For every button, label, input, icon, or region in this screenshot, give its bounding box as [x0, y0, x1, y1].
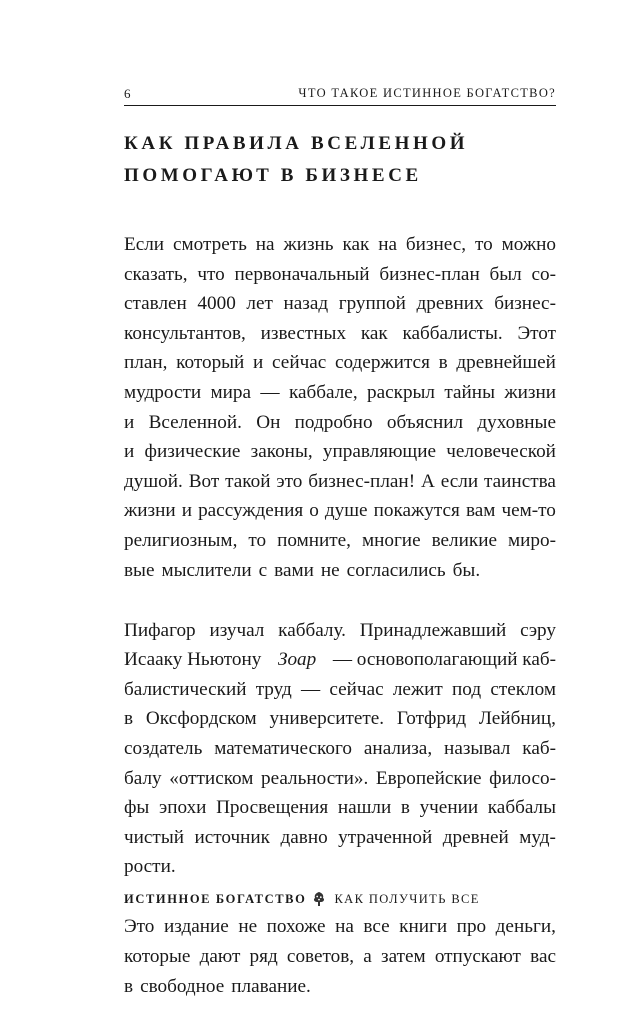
text-line	[124, 496, 556, 526]
word: эпохи	[158, 797, 207, 819]
word: объяснил	[386, 411, 464, 433]
word: жизнь	[283, 234, 334, 255]
word: фы	[124, 797, 150, 819]
word: каббале,	[288, 381, 358, 403]
text-segment: Исааку Ньютону	[124, 649, 262, 671]
word: таинства	[484, 470, 556, 492]
word: и	[124, 441, 135, 463]
word: источник	[194, 826, 270, 848]
word: стеклом	[490, 678, 556, 700]
word: вам	[465, 500, 496, 522]
text-line	[124, 823, 556, 853]
word: на	[335, 916, 354, 938]
word: управляющие	[322, 441, 436, 463]
word: в	[400, 797, 410, 819]
text-line	[124, 378, 556, 408]
word: то	[248, 529, 267, 551]
word: Этот	[517, 322, 556, 344]
word: похоже	[266, 916, 326, 938]
word: про	[456, 916, 487, 938]
text-line	[124, 616, 556, 646]
word: университете.	[269, 708, 385, 730]
word: балу	[124, 767, 162, 789]
word: с	[258, 559, 268, 581]
word: нашли	[337, 797, 392, 819]
paragraph	[124, 616, 556, 882]
running-title: ЧТО ТАКОЕ ИСТИННОЕ БОГАТСТВО?	[298, 86, 556, 100]
word: Европейские	[375, 767, 482, 789]
word: сейчас	[329, 678, 384, 700]
word: не	[320, 559, 340, 581]
word: Готфрид	[396, 708, 467, 730]
word: и	[181, 500, 192, 522]
word: религиозным,	[124, 529, 238, 551]
word: вас	[530, 946, 556, 968]
word: А	[420, 470, 435, 492]
word: рости.	[124, 856, 176, 878]
text-line	[124, 972, 556, 1002]
word: это	[276, 470, 303, 492]
word: законы,	[250, 441, 313, 463]
chapter-title-line: ПОМОГАЮТ В БИЗНЕСЕ	[124, 165, 422, 186]
chapter-title	[124, 128, 554, 192]
footer-book-title: ИСТИННОЕ БОГАТСТВО	[124, 891, 307, 906]
word: бизнес-	[494, 293, 556, 315]
word: бизнес-план	[379, 263, 480, 285]
word: известных	[260, 322, 347, 344]
word: как	[342, 234, 370, 255]
text-line	[124, 793, 556, 823]
word: советов,	[286, 946, 355, 968]
word: бы.	[452, 559, 481, 581]
word: что	[197, 263, 225, 285]
paragraph	[124, 912, 556, 1001]
text-line	[124, 852, 556, 882]
word: жизни	[124, 500, 176, 522]
word: бизнес-план!	[308, 470, 416, 492]
body-text	[124, 230, 556, 1032]
word: которые	[124, 946, 191, 968]
word: книги	[399, 916, 448, 938]
tree-of-life-icon	[312, 891, 326, 907]
text-line	[124, 437, 556, 467]
word: под	[452, 678, 482, 700]
word: первоначальный	[234, 263, 370, 285]
word: древнейшей	[456, 352, 556, 374]
word: человеческой	[446, 441, 556, 463]
word: который	[176, 352, 245, 374]
word: чем-то	[501, 500, 556, 522]
book-footer	[124, 888, 556, 910]
text-line	[124, 942, 556, 972]
word: затем	[380, 946, 426, 968]
word: план,	[124, 352, 168, 374]
word: каббалисты.	[402, 322, 503, 344]
word: вами	[274, 559, 314, 581]
word: издание	[163, 916, 229, 938]
text-line	[124, 230, 556, 260]
word: плавание.	[231, 975, 311, 997]
word: был	[489, 263, 522, 285]
word: душой.	[124, 470, 183, 492]
word: на	[255, 234, 275, 255]
word: древних	[416, 293, 484, 315]
word: Вселенной.	[148, 411, 242, 433]
word: утраченной	[338, 826, 433, 848]
word: смотреть	[172, 234, 247, 255]
word: со-	[531, 263, 556, 285]
word: создатель	[124, 738, 203, 759]
text-line	[124, 764, 556, 794]
running-head	[124, 86, 556, 104]
word: Пифагор	[124, 619, 196, 641]
word: Оксфордском	[145, 708, 257, 730]
word: учении	[419, 797, 479, 819]
word: группой	[338, 293, 406, 315]
word: муд-	[519, 826, 556, 848]
word: изучал	[209, 619, 265, 641]
chapter-title-line: КАК ПРАВИЛА ВСЕЛЕННОЙ	[124, 133, 469, 154]
word: сказать,	[124, 263, 188, 285]
word: духовные	[477, 411, 556, 433]
word: а	[363, 946, 372, 968]
word: подробно	[294, 411, 373, 433]
word: Просвещения	[216, 797, 329, 819]
word: «оттиском	[169, 767, 254, 789]
word: не	[238, 916, 258, 938]
word: можно	[501, 234, 556, 255]
word: если	[440, 470, 479, 492]
word: филосо-	[489, 767, 556, 789]
word: свободное	[140, 975, 225, 997]
text-line	[124, 289, 556, 319]
word: консультантов,	[124, 322, 246, 344]
word: в	[124, 708, 134, 730]
word: труд	[255, 678, 292, 700]
word: математического	[214, 738, 352, 759]
text-line	[124, 260, 556, 290]
word: в	[124, 975, 134, 997]
word: тайны	[444, 381, 495, 403]
word: отпускают	[434, 946, 521, 968]
word: Это	[124, 916, 155, 938]
word: великие	[431, 529, 498, 551]
word: Если	[124, 234, 165, 255]
text-line	[124, 408, 556, 438]
word: мыслители	[161, 559, 252, 581]
word: деньги,	[495, 916, 556, 938]
word: каб-	[522, 738, 556, 759]
word: и	[124, 411, 135, 433]
word: дают	[199, 946, 241, 968]
page-number: 6	[124, 86, 131, 101]
footer-subtitle: КАК ПОЛУЧИТЬ ВСЕ	[334, 891, 480, 906]
text-line	[124, 526, 556, 556]
word: мира	[210, 381, 252, 403]
text-line	[124, 348, 556, 378]
text-line	[124, 467, 556, 497]
word: бизнес,	[405, 234, 467, 255]
word: анализа,	[363, 738, 433, 759]
word: балистический	[124, 678, 247, 700]
word: многие	[361, 529, 421, 551]
word: все	[363, 916, 390, 938]
word: назад	[283, 293, 329, 315]
word: —	[260, 381, 280, 403]
word: чистый	[124, 826, 184, 848]
word: содержится	[334, 352, 430, 374]
word: миро-	[508, 529, 556, 551]
word: каббалу.	[278, 619, 346, 641]
word: древней	[442, 826, 509, 848]
word: в	[438, 352, 448, 374]
word: сейчас	[272, 352, 327, 374]
word: покажутся	[373, 500, 460, 522]
word: о	[309, 500, 319, 522]
word: ставлен	[124, 293, 187, 315]
word: душе	[324, 500, 368, 522]
text-line	[124, 319, 556, 349]
word: помните,	[277, 529, 351, 551]
header-rule	[124, 105, 556, 106]
word: реальности».	[261, 767, 369, 789]
paragraph	[124, 230, 556, 585]
word: рассуждения	[198, 500, 304, 522]
word: 4000	[197, 293, 236, 315]
word: лежит	[392, 678, 443, 700]
word: называл	[444, 738, 511, 759]
word: мудрости	[124, 381, 202, 403]
word: лет	[246, 293, 273, 315]
word: согласились	[346, 559, 446, 581]
word: Принадлежавший	[359, 619, 507, 641]
text-line	[124, 675, 556, 705]
text-line	[124, 556, 556, 586]
word: вые	[124, 559, 155, 581]
word: раскрыл	[367, 381, 436, 403]
text-line	[124, 912, 556, 942]
word: и	[253, 352, 264, 374]
word: Вот	[188, 470, 220, 492]
word: сэру	[520, 619, 556, 641]
text-segment: — основополагающий каб-	[332, 649, 556, 671]
word: каббалы	[487, 797, 556, 819]
word: как	[360, 322, 388, 344]
word: жизни	[504, 381, 556, 403]
word: ряд	[249, 946, 278, 968]
book-title-zohar: Зоар	[277, 649, 317, 671]
word: Лейбниц,	[478, 708, 556, 730]
word: давно	[280, 826, 328, 848]
word: на	[378, 234, 398, 255]
text-line	[124, 645, 556, 675]
word: такой	[225, 470, 271, 492]
word: Он	[256, 411, 281, 433]
word: физические	[144, 441, 241, 463]
word: —	[301, 678, 321, 700]
word: то	[474, 234, 493, 255]
text-line	[124, 704, 556, 734]
text-line	[124, 734, 556, 764]
